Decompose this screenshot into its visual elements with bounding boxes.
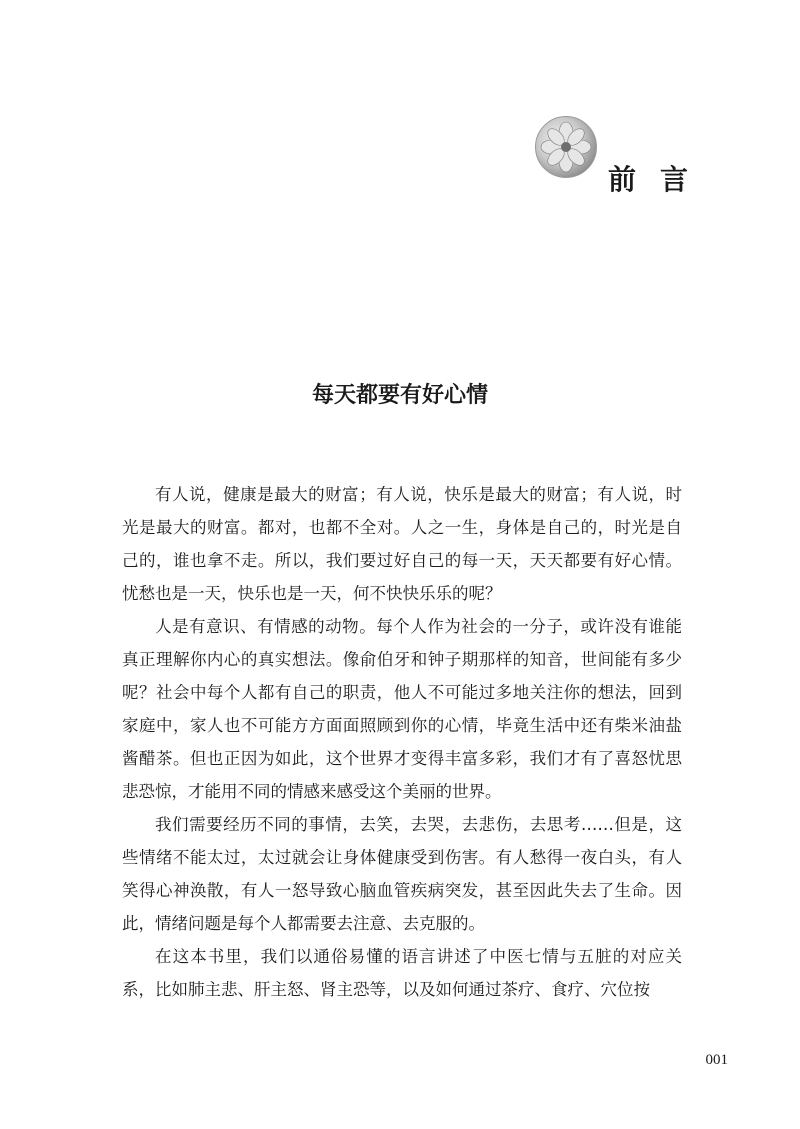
- paragraph: 在这本书里，我们以通俗易懂的语言讲述了中医七情与五脏的对应关系，比如肺主悲、肝主怒、肾主恐等，以及如何通过茶疗、食疗、穴位按: [122, 947, 682, 999]
- article-body: [122, 478, 682, 1006]
- paragraph: 人是有意识、有情感的动物。每个人作为社会的一分子，或许没有谁能真正理解你内心的真实想法。像俞伯牙和钟子期那样的知音，世间能有多少呢？社会中每个人都有自己的职责，他人不可能过多地关注你的想法，回到家庭中，家人也不可能方方面面照顾到你的心情，毕竟生活中还有柴米油盐酱醋茶。但也正因为如此，这个世界才变得丰富多彩，我们才有了喜怒忧思悲恐惊，才能用不同的情感来感受这个美丽的世界。: [122, 617, 682, 801]
- page-number: 001: [705, 1052, 728, 1068]
- article-title: 每天都要有好心情: [311, 383, 488, 408]
- paragraph: 有人说，健康是最大的财富；有人说，快乐是最大的财富；有人说，时光是最大的财富。都对，也都不全对。人之一生，身体是自己的，时光是自己的，谁也拿不走。所以，我们要过好自己的每一天，天天都要有好心情。忧愁也是一天，快乐也是一天，何不快快乐乐的呢？: [122, 485, 682, 603]
- flower-photo-icon: [535, 116, 597, 178]
- section-heading: 前言: [608, 163, 713, 196]
- paragraph: 我们需要经历不同的事情，去笑，去哭，去悲伤，去思考……但是，这些情绪不能太过，太过就会让身体健康受到伤害。有人愁得一夜白头，有人笑得心神涣散，有人一怒导致心脑血管疾病突发，甚至因此失去了生命。因此，情绪问题是每个人都需要去注意、去克服的。: [122, 815, 682, 933]
